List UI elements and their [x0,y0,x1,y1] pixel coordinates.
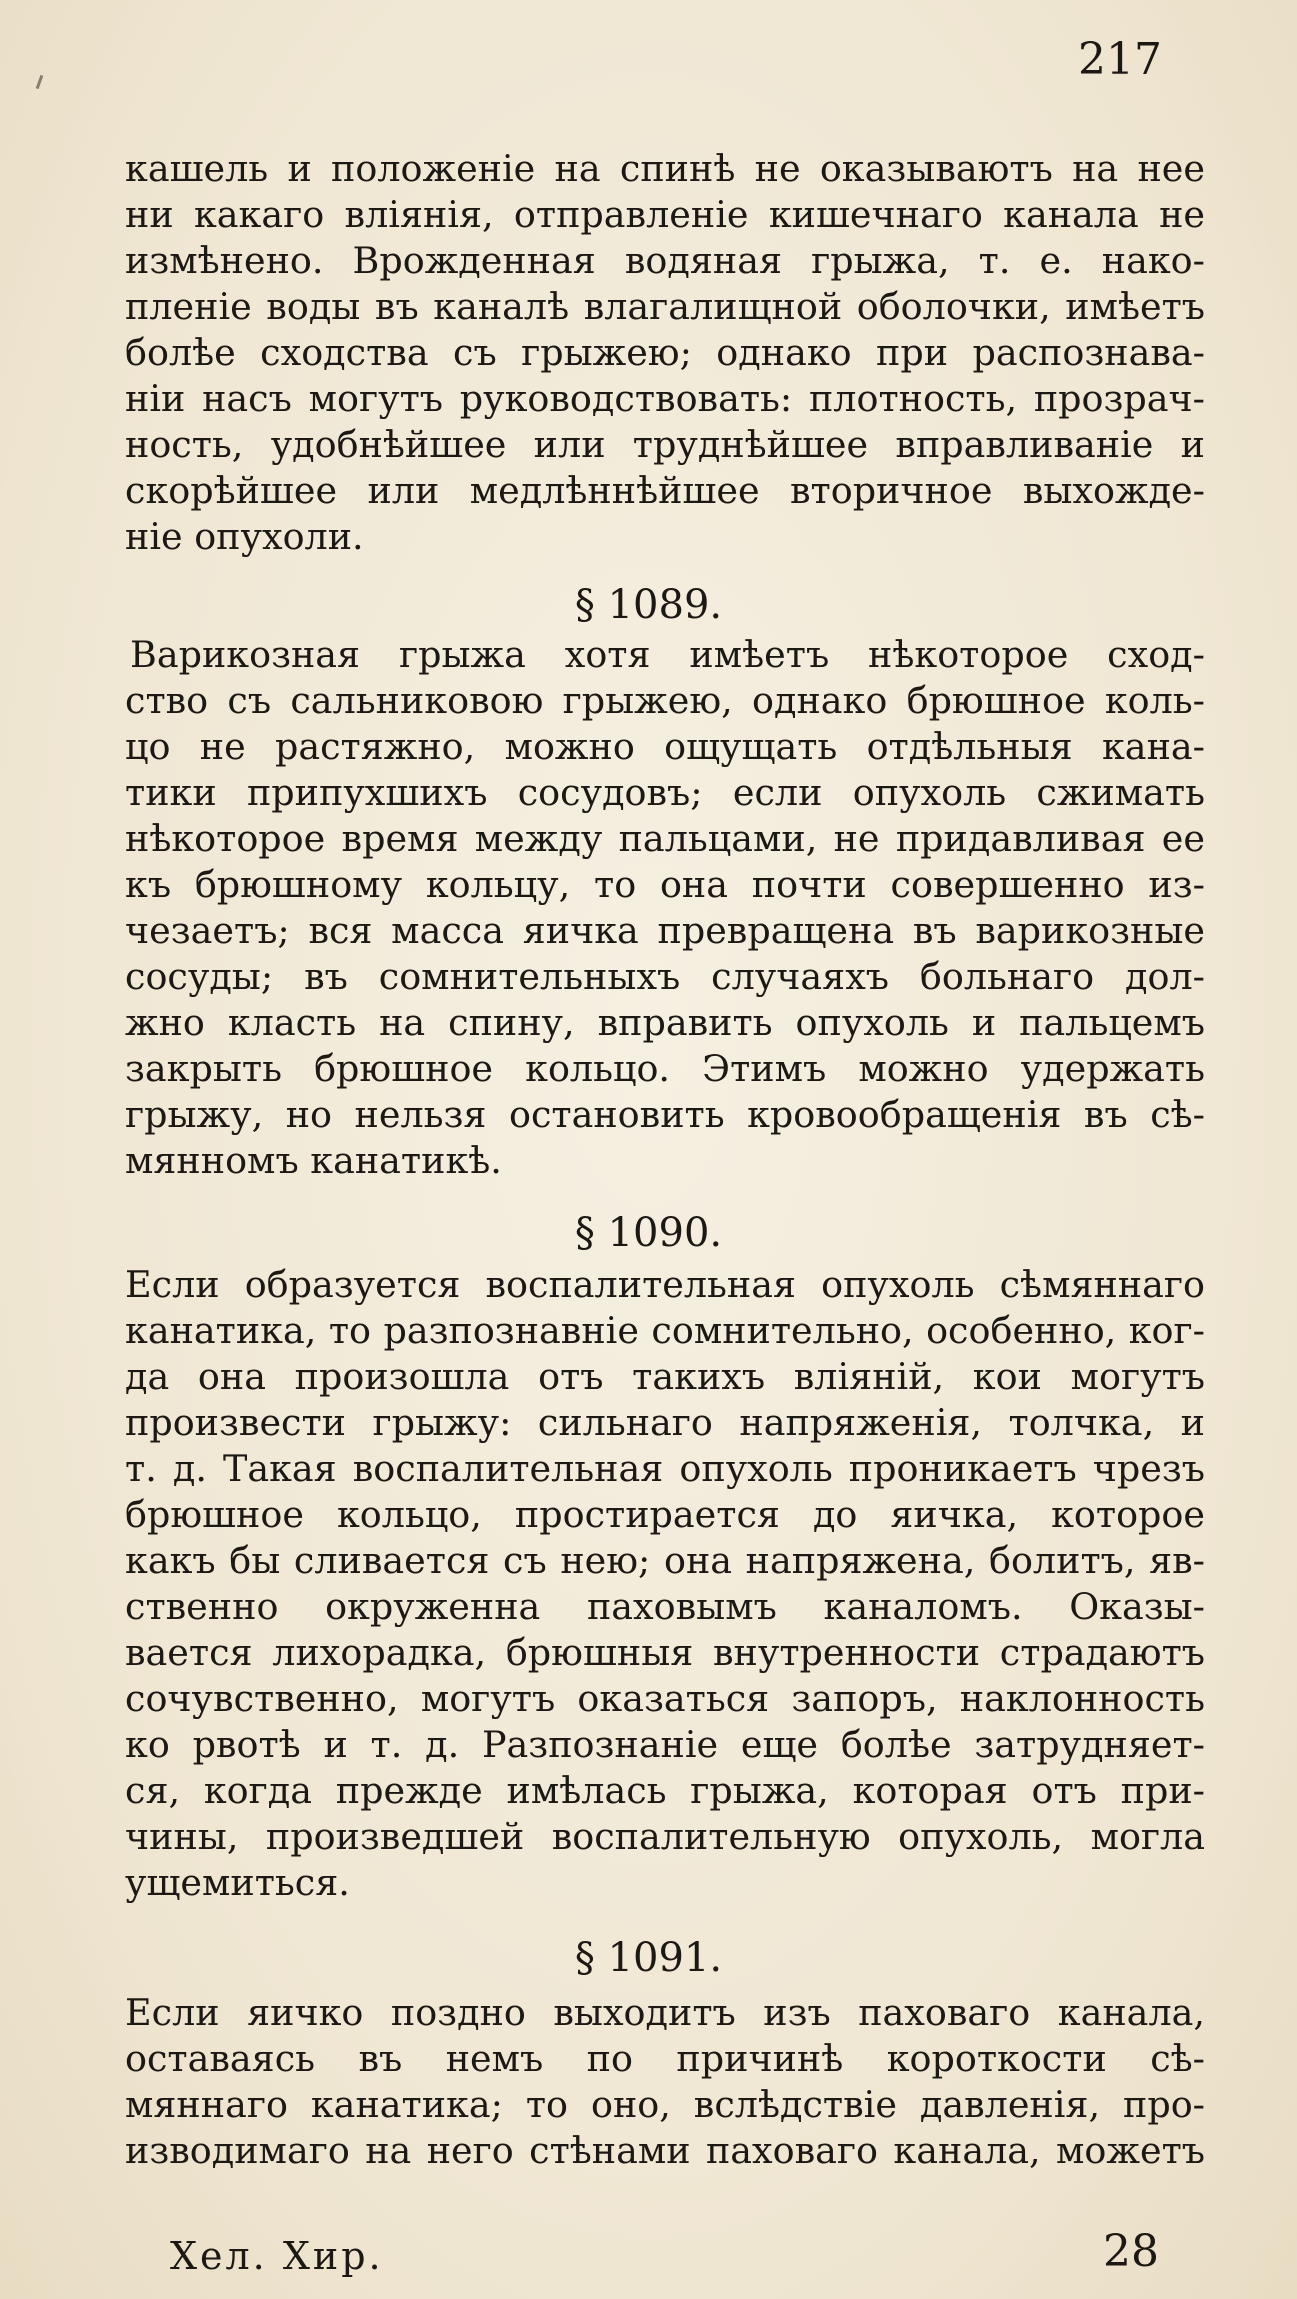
text-line: Варикозная грыжа хотя имѣетъ нѣкоторое сход- [130,633,1205,676]
text-line: жно класть на спину, вправить опухоль и пальцемъ [125,1001,1205,1044]
text-line: да она произошла отъ такихъ вліяній, кои могутъ [125,1355,1205,1398]
section-heading: § 1091. [574,1935,723,1981]
page-number: 217 [1078,34,1162,85]
text-line: болѣе сходства съ грыжею; однако при распознава- [125,331,1205,374]
text-line: т. д. Такая воспалительная опухоль проникаетъ чрезъ [125,1447,1205,1490]
text-line: ственно окруженна паховымъ каналомъ. Оказы- [125,1585,1205,1628]
text-line: закрыть брюшное кольцо. Этимъ можно удержать [125,1047,1205,1090]
text-line: оставаясь въ немъ по причинѣ короткости сѣ- [125,2037,1205,2080]
text-line: кашель и положеніе на спинѣ не оказываютъ на нее [125,147,1205,190]
text-line: мяннаго канатика; то оно, вслѣдствіе давленія, про- [125,2083,1205,2126]
text-line: Если яичко поздно выходитъ изъ паховаго канала, [125,1991,1205,2034]
text-line: какъ бы сливается съ нею; она напряжена, болитъ, яв- [125,1539,1205,1582]
text-line: сосуды; въ сомнительныхъ случаяхъ больнаго дол- [125,955,1205,998]
text-line: тики припухшихъ сосудовъ; если опухоль сжимать [125,771,1205,814]
text-line: вается лихорадка, брюшныя внутренности страдаютъ [125,1631,1205,1674]
text-line: къ брюшному кольцу, то она почти совершенно из- [125,863,1205,906]
section-heading: § 1089. [574,582,723,628]
text-line: произвести грыжу: сильнаго напряженія, толчка, и [125,1401,1205,1444]
text-line: грыжу, но нельзя остановить кровообращенія въ сѣ- [125,1093,1205,1136]
text-line: брюшное кольцо, простирается до яичка, которое [125,1493,1205,1536]
text-line: ность, удобнѣйшее или труднѣйшее вправливаніе и [125,423,1205,466]
margin-mark [36,75,44,89]
text-line: измѣнено. Врожденная водяная грыжа, т. е. нако- [125,239,1205,282]
text-line: ство съ сальниковою грыжею, однако брюшное коль- [125,679,1205,722]
text-line: чины, произведшей воспалительную опухоль, могла [125,1815,1205,1858]
text-line: Если образуется воспалительная опухоль сѣмяннаго [125,1263,1205,1306]
text-line: изводимаго на него стѣнами паховаго канала, можетъ [125,2129,1205,2172]
text-line: пленіе воды въ каналѣ влагалищной оболочки, имѣетъ [125,285,1205,328]
section-heading: § 1090. [574,1210,723,1256]
text-line: ко рвотѣ и т. д. Разпознаніе еще болѣе затрудняет- [125,1723,1205,1766]
text-line: цо не растяжно, можно ощущать отдѣльныя кана- [125,725,1205,768]
text-line: канатика, то разпознавніе сомнительно, особенно, ког- [125,1309,1205,1352]
text-line: нѣкоторое время между пальцами, не придавливая ее [125,817,1205,860]
text-line: ніе опухоли. [125,515,364,558]
text-line: ніи насъ могутъ руководствовать: плотность, прозрач- [125,377,1205,420]
text-line: чезаетъ; вся масса яичка превращена въ варикозные [125,909,1205,952]
text-line: ущемиться. [125,1861,350,1904]
text-line: ся, когда прежде имѣлась грыжа, которая отъ при- [125,1769,1205,1812]
text-line: мянномъ канатикѣ. [125,1139,502,1182]
signature-number: 28 [1103,2226,1159,2277]
text-line: ни какаго вліянія, отправленіе кишечнаго канала не [125,193,1205,236]
signature-mark: Хел. Хир. [170,2234,384,2278]
text-line: сочувственно, могутъ оказаться запоръ, наклонность [125,1677,1205,1720]
text-line: скорѣйшее или медлѣннѣйшее вторичное выхожде- [125,469,1205,512]
